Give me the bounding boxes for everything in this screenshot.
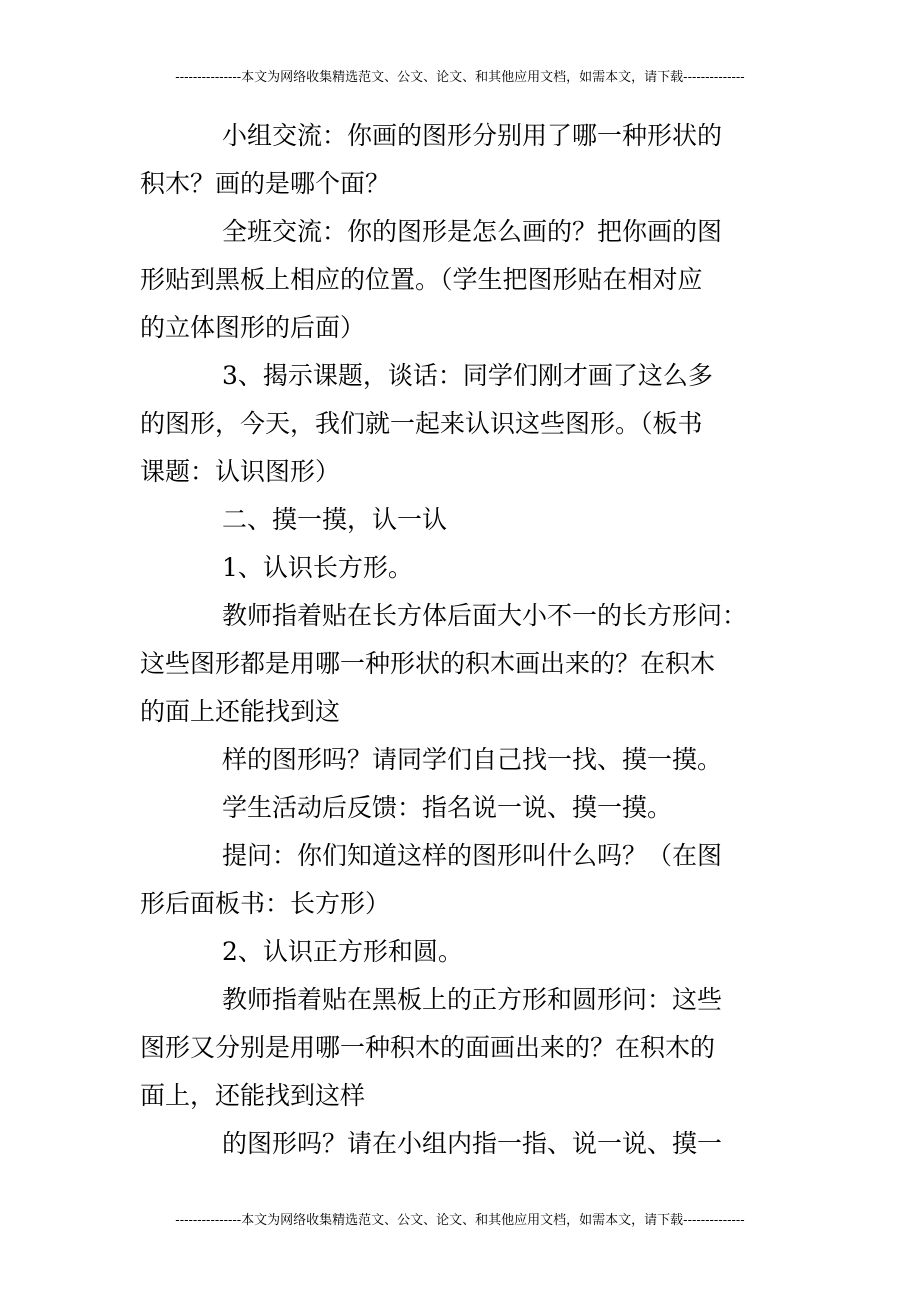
paragraph-line: 全班交流：你的图形是怎么画的？把你画的图	[222, 217, 723, 246]
paragraph-line: 形贴到黑板上相应的位置。（学生把图形贴在相对应	[140, 265, 703, 294]
paragraph-line: 的图形，今天，我们就一起来认识这些图形。（板书	[140, 409, 703, 438]
paragraph-line: 的立体图形的后面）	[140, 313, 366, 342]
paragraph-line: 教师指着贴在长方体后面大小不一的长方形问：	[222, 601, 748, 630]
paragraph-line: 面上，还能找到这样	[140, 1081, 366, 1110]
subsection-heading: 1、认识长方形。	[222, 553, 413, 582]
paragraph-line: 教师指着贴在黑板上的正方形和圆形问：这些	[222, 985, 723, 1014]
paragraph-line: 提问：你们知道这样的图形叫什么吗？（在图	[222, 841, 723, 870]
page-header: ---------------本文为网络收集精选范文、公文、论文、和其他应用文档，如需本文，请下载--------------	[175, 70, 745, 85]
paragraph-line: 3、揭示课题，谈话：同学们刚才画了这么多	[222, 361, 713, 390]
section-heading: 二、摸一摸，认一认	[222, 505, 448, 534]
paragraph-line: 的面上还能找到这	[140, 697, 341, 726]
document-body	[140, 112, 790, 1168]
paragraph-line: 学生活动后反馈：指名说一说、摸一摸。	[222, 793, 673, 822]
subsection-heading: 2、认识正方形和圆。	[222, 937, 463, 966]
paragraph-line: 样的图形吗？请同学们自己找一找、摸一摸。	[222, 745, 723, 774]
paragraph-line: 的图形吗？请在小组内指一指、说一说、摸一	[222, 1129, 723, 1158]
paragraph-line: 积木？画的是哪个面？	[140, 169, 391, 198]
page-footer: ---------------本文为网络收集精选范文、公文、论文、和其他应用文档，如需本文，请下载--------------	[175, 1213, 745, 1228]
paragraph-line: 课题：认识图形）	[140, 457, 341, 486]
paragraph-line: 这些图形都是用哪一种形状的积木画出来的？在积木	[140, 649, 716, 678]
paragraph-line: 形后面板书：长方形）	[140, 889, 391, 918]
paragraph-line: 小组交流：你画的图形分别用了哪一种形状的	[222, 121, 723, 150]
paragraph-line: 图形又分别是用哪一种积木的面画出来的？在积木的	[140, 1033, 716, 1062]
